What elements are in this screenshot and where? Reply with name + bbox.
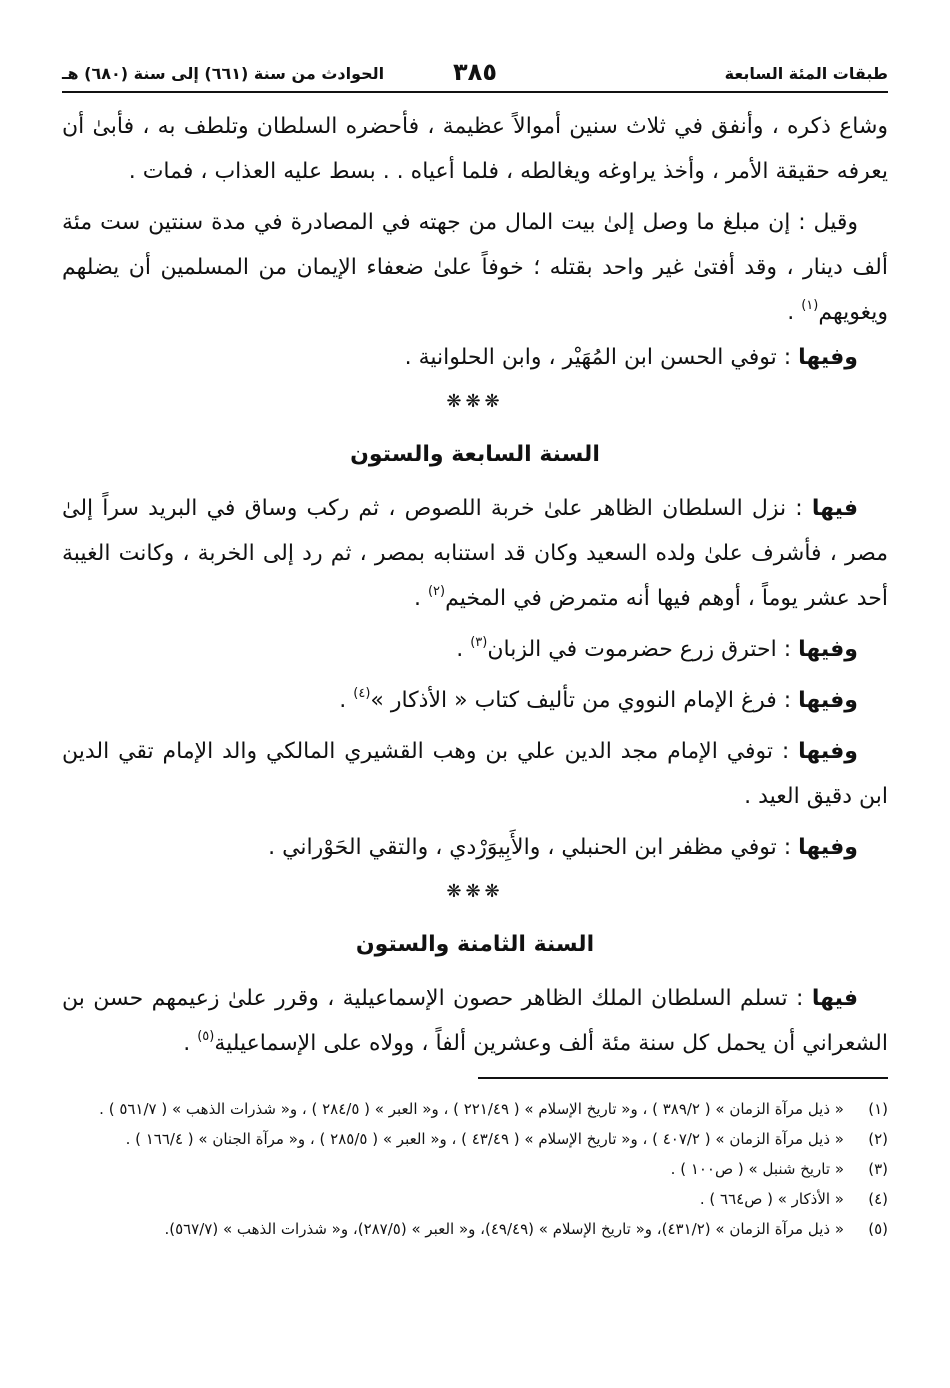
event-67-3-end: .: [339, 688, 354, 713]
footnote-number: (٤): [868, 1190, 888, 1208]
book-section-title: طبقات المئة السابعة: [724, 64, 888, 83]
footnote-ref-4[interactable]: (٤): [353, 686, 371, 701]
event-67-5-lead: وفيها: [798, 835, 858, 860]
header-rule: [62, 91, 888, 93]
event-67-5-text: : توفي مظفر ابن الحنبلي ، والأَبِيوَرْدي ، والتقي الحَوْراني .: [268, 835, 799, 860]
footnote-number: (٣): [868, 1160, 888, 1178]
footnote-text: « ذيل مرآة الزمان » ( ٤٠٧/٢ ) ، و« تاريخ الإسلام » ( ٤٣/٤٩ ) ، و« العبر » ( ٢٨٥/٥ ) ، و« مرآة الجنان » ( ١٦٦/٤ ) .: [125, 1130, 844, 1148]
footnote-text: « ذيل مرآة الزمان » ( ٣٨٩/٢ ) ، و« تاريخ الإسلام » ( ٢٢١/٤٩ ) ، و« العبر » ( ٢٨٤/٥ ) ، و« شذرات الذهب » ( ٥٦١/٧ ) .: [99, 1100, 844, 1118]
event-67-4: [62, 729, 888, 819]
intro-text-1: وشاع ذكره ، وأنفق في ثلاث سنين أموالاً عظيمة ، فأحضره السلطان وتلطف به ، فأبىٰ أن يعرفه حقيقة الأمر ، وأخذ يراوغه ويغالطه ، فلما أعياه . . بسط عليه العذاب ، فمات .: [62, 114, 888, 184]
event-68-1-lead: فيها: [811, 986, 858, 1011]
event-67-2-text: : احترق زرع حضرموت في الزبان: [487, 637, 799, 662]
footnotes: [62, 1094, 888, 1244]
event-67-3: [62, 678, 888, 723]
event-68-1: [62, 976, 888, 1066]
section-heading-67: السنة السابعة والستون: [350, 442, 600, 467]
intro-text-3: : توفي الحسن ابن المُهَيْر ، وابن الحلوانية .: [404, 345, 799, 370]
footnote-3: [62, 1154, 888, 1184]
section-separator: ❋❋❋: [446, 881, 504, 902]
footnote-ref-1[interactable]: (١): [801, 298, 819, 313]
event-68-1-text: : تسلم السلطان الملك الظاهر حصون الإسماعيلية ، وقرر علىٰ زعيمهم حسن بن الشعراني أن يحمل كل سنة مئة ألف وعشرين ألفاً ، وولاه على الإسماعيلية: [62, 986, 888, 1056]
footnote-ref-3[interactable]: (٣): [470, 635, 488, 650]
event-67-1-end: .: [413, 586, 428, 611]
event-67-1-text: : نزل السلطان الظاهر علىٰ خربة اللصوص ، ثم ركب وساق في البريد سراً إلىٰ مصر ، فأشرف علىٰ ولده السعيد وكان قد استنابه بمصر ، ثم رد إلى الخربة ، وكانت الغيبة أحد عشر يوماً ، أوهم فيها أنه متمرض في المخيم: [62, 496, 888, 611]
event-67-3-text: : فرغ الإمام النووي من تأليف كتاب « الأذكار »: [370, 688, 799, 713]
event-67-4-lead: وفيها: [798, 739, 858, 764]
event-67-2-lead: وفيها: [798, 637, 858, 662]
footnote-4: [62, 1184, 888, 1214]
event-67-5: [62, 825, 888, 870]
intro-lead-3: وفيها: [798, 345, 858, 370]
footnote-ref-5[interactable]: (٥): [197, 1029, 215, 1044]
section-separator: ❋❋❋: [446, 391, 504, 412]
intro-paragraph-2: [62, 200, 888, 335]
event-67-1: [62, 486, 888, 621]
event-68-1-end: .: [183, 1031, 198, 1056]
running-header: [62, 58, 888, 88]
intro-paragraph-1: [62, 104, 888, 194]
event-67-4-text: : توفي الإمام مجد الدين علي بن وهب القشيري المالكي والد الإمام تقي الدين ابن دقيق العيد .: [62, 739, 888, 809]
event-67-2: [62, 627, 888, 672]
footnote-rule: [478, 1077, 888, 1079]
event-67-3-lead: وفيها: [798, 688, 858, 713]
event-67-1-lead: فيها: [811, 496, 858, 521]
main-text: [62, 104, 888, 1066]
section-heading-68: السنة الثامنة والستون: [355, 932, 595, 957]
footnote-number: (٥): [868, 1220, 888, 1238]
footnote-5: [62, 1214, 888, 1244]
footnote-number: (٢): [868, 1130, 888, 1148]
footnote-number: (١): [868, 1100, 888, 1118]
footnote-ref-2[interactable]: (٢): [427, 584, 446, 599]
footnote-text: « ذيل مرآة الزمان » (٤٣١/٢)، و« تاريخ الإسلام » (٤٩/٤٩)، و« العبر » (٢٨٧/٥)، و« شذرات الذهب » (٥٦٧/٧).: [164, 1220, 844, 1238]
events-range-title: الحوادث من سنة (٦٦١) إلى سنة (٦٨٠) هـ: [62, 64, 385, 83]
footnote-2: [62, 1124, 888, 1154]
intro-text-2: وقيل : إن مبلغ ما وصل إلىٰ بيت المال من جهته في المصادرة في مدة سنتين ست مئة ألف دينار ، وقد أفتىٰ غير واحد بقتله ؛ خوفاً علىٰ ضعفاء الإيمان من المسلمين أن يضلهم ويغويهم: [62, 210, 888, 325]
footnote-text: « تاريخ شنبل » ( ص١٠٠ ) .: [670, 1160, 844, 1178]
intro-paragraph-3: [62, 335, 888, 380]
footnote-text: « الأذكار » ( ص٦٦٤ ) .: [699, 1190, 844, 1208]
event-67-2-end: .: [456, 637, 471, 662]
page-number: ٣٨٥: [453, 58, 497, 86]
footnote-1: [62, 1094, 888, 1124]
intro-text-2-end: .: [787, 300, 802, 325]
